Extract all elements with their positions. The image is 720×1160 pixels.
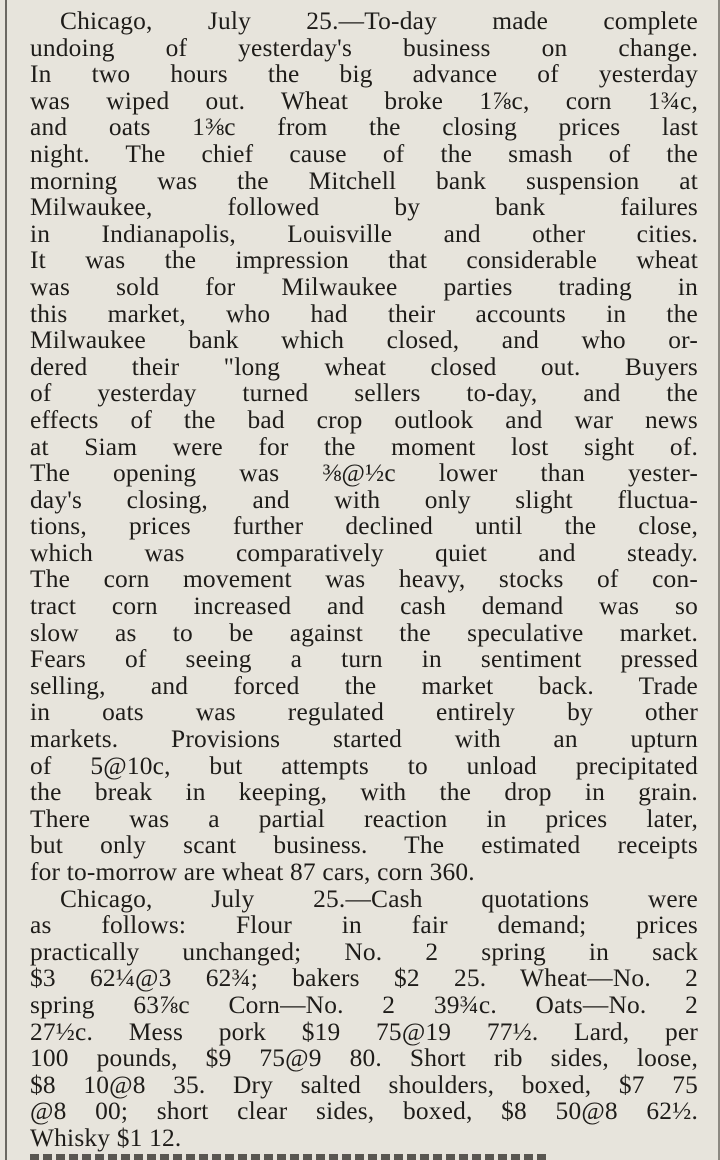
text-line: undoing of yesterday's business on change. xyxy=(30,33,698,62)
cut-off-next-line xyxy=(30,1148,550,1160)
text-line: 27½c. Mess pork $19 75@19 77½. Lard, per xyxy=(30,1017,698,1046)
text-line: The corn movement was heavy, stocks of con- xyxy=(30,565,698,594)
text-line: day's closing, and with only slight fluctua- xyxy=(30,485,698,514)
text-line: $3 62¼@3 62¾; bakers $2 25. Wheat—No. 2 xyxy=(30,964,698,993)
text-line: which was comparatively quiet and steady. xyxy=(30,538,698,567)
text-line: slow as to be against the speculative market. xyxy=(30,618,698,647)
text-line: tract corn increased and cash demand was so xyxy=(30,592,698,621)
text-line: Whisky $1 12. xyxy=(30,1123,182,1152)
text-line: $8 10@8 35. Dry salted shoulders, boxed, $7 75 xyxy=(30,1070,698,1099)
text-line: There was a partial reaction in prices later, xyxy=(30,804,698,833)
text-line: It was the impression that considerable wheat xyxy=(30,246,698,275)
text-line: night. The chief cause of the smash of the xyxy=(30,139,698,168)
text-line: effects of the bad crop outlook and war news xyxy=(30,405,698,434)
text-line: of yesterday turned sellers to-day, and the xyxy=(30,379,698,408)
text-line: In two hours the big advance of yesterday xyxy=(30,60,698,89)
text-line: in Indianapolis, Louisville and other cities. xyxy=(30,219,698,248)
market-report-paragraph xyxy=(30,8,698,886)
text-line: Chicago, July 25.—To-day made complete xyxy=(60,7,698,35)
column-rule-left xyxy=(5,0,7,1160)
text-line: Fears of seeing a turn in sentiment pressed xyxy=(30,645,698,674)
text-line: at Siam were for the moment lost sight of. xyxy=(30,432,698,461)
text-line: morning was the Mitchell bank suspension at xyxy=(30,166,698,195)
text-line: Milwaukee bank which closed, and who or- xyxy=(30,326,698,355)
text-line: selling, and forced the market back. Trade xyxy=(30,671,698,700)
text-line: practically unchanged; No. 2 spring in sack xyxy=(30,937,698,966)
text-line: but only scant business. The estimated receipts xyxy=(30,831,698,860)
text-line: markets. Provisions started with an upturn xyxy=(30,725,698,754)
text-line: of 5@10c, but attempts to unload precipitated xyxy=(30,751,698,780)
text-line: @8 00; short clear sides, boxed, $8 50@8 62½. xyxy=(30,1097,698,1126)
text-line: as follows: Flour in fair demand; prices xyxy=(30,911,698,940)
text-line: for to-morrow are wheat 87 cars, corn 360. xyxy=(30,858,475,886)
text-line: dered their "long wheat closed out. Buyers xyxy=(30,352,698,381)
text-line: the break in keeping, with the drop in grain. xyxy=(30,778,698,807)
text-line: The opening was ⅜@½c lower than yester- xyxy=(30,459,698,488)
text-line: and oats 1⅜c from the closing prices last xyxy=(30,113,698,142)
cash-quotations-paragraph xyxy=(30,886,698,1152)
text-line: was wiped out. Wheat broke 1⅞c, corn 1¾c, xyxy=(30,86,698,115)
text-line: was sold for Milwaukee parties trading in xyxy=(30,272,698,301)
text-line: tions, prices further declined until the close, xyxy=(30,512,698,541)
text-line: 100 pounds, $9 75@9 80. Short rib sides, loose, xyxy=(30,1044,698,1073)
text-line: spring 63⅞c Corn—No. 2 39¾c. Oats—No. 2 xyxy=(30,990,698,1019)
text-line: in oats was regulated entirely by other xyxy=(30,698,698,727)
text-line: Milwaukee, followed by bank failures xyxy=(30,193,698,222)
text-line: Chicago, July 25.—Cash quotations were xyxy=(60,884,698,913)
text-line: this market, who had their accounts in the xyxy=(30,299,698,328)
article-column xyxy=(30,8,698,1152)
